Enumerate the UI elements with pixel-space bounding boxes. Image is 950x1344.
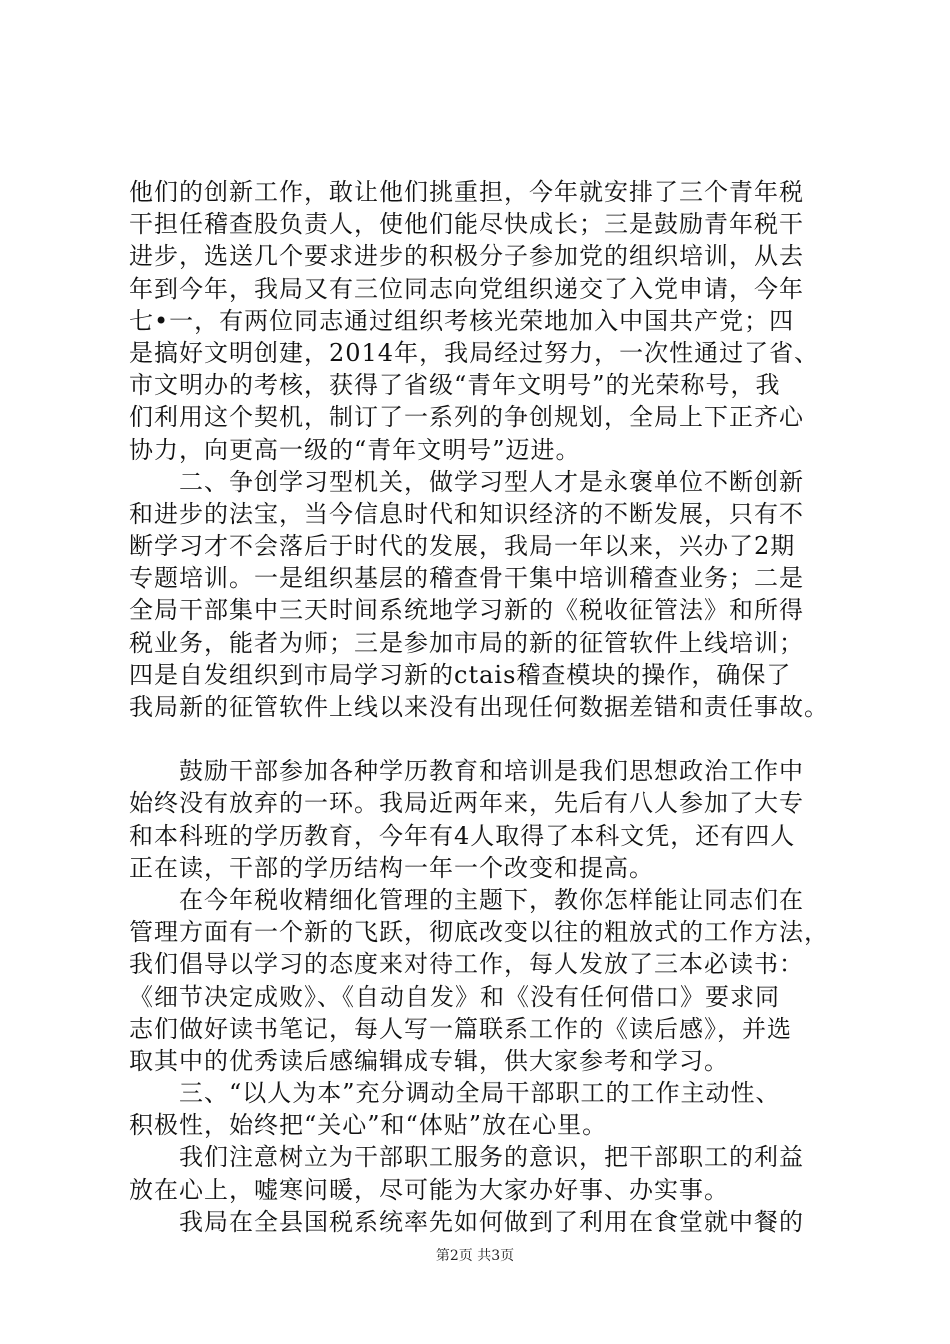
text-line: 年到今年，我局又有三位同志向党组织递交了入党申请，今年 xyxy=(129,274,804,303)
paragraph-gap xyxy=(129,723,829,755)
text-line: 他们的创新工作，敢让他们挑重担，今年就安排了三个青年税 xyxy=(129,178,804,206)
text-line: 鼓励干部参加各种学历教育和培训是我们思想政治工作中 xyxy=(129,757,804,786)
text-line: 放在心上，嘘寒问暖，尽可能为大家办好事、办实事。 xyxy=(129,1175,729,1204)
text-line: 在今年税收精细化管理的主题下，教你怎样能让同志们在 xyxy=(129,885,804,914)
text-line: 我们注意树立为干部职工服务的意识，把干部职工的利益 xyxy=(129,1143,804,1172)
text-line: 和进步的法宝，当今信息时代和知识经济的不断发展，只有不 xyxy=(129,499,804,528)
text-line: 我们倡导以学习的态度来对待工作，每人发放了三本必读书： xyxy=(129,950,804,979)
text-line: 进步，选送几个要求进步的积极分子参加党的组织培训，从去 xyxy=(129,242,804,271)
document-body xyxy=(129,176,829,1238)
text-line: 取其中的优秀读后感编辑成专辑，供大家参考和学习。 xyxy=(129,1046,729,1075)
text-line: 四是自发组织到市局学习新的ctais稽查模块的操作，确保了 xyxy=(129,660,792,689)
text-line: 们利用这个契机，制订了一系列的争创规划，全局上下正齐心 xyxy=(129,403,804,432)
text-line: 志们做好读书笔记，每人写一篇联系工作的《读后感》，并选 xyxy=(129,1014,792,1043)
text-block-2 xyxy=(129,755,829,1238)
text-line: 市文明办的考核，获得了省级“青年文明号”的光荣称号，我 xyxy=(129,371,781,400)
text-line: 干担任稽查股负责人，使他们能尽快成长；三是鼓励青年税干 xyxy=(129,210,804,239)
text-line: 积极性，始终把“关心”和“体贴”放在心里。 xyxy=(129,1111,608,1140)
text-line: 税业务，能者为师；三是参加市局的新的征管软件上线培训； xyxy=(129,628,804,657)
text-line: 三、“以人为本”充分调动全局干部职工的工作主动性、 xyxy=(129,1079,781,1108)
text-line: 七•一，有两位同志通过组织考核光荣地加入中国共产党；四 xyxy=(129,306,795,335)
text-line: 专题培训。一是组织基层的稽查骨干集中培训稽查业务；二是 xyxy=(129,564,804,593)
page-footer: 第2页 共3页 xyxy=(435,1248,515,1264)
text-line: 我局在全县国税系统率先如何做到了利用在食堂就中餐的 xyxy=(129,1207,804,1236)
text-line: 管理方面有一个新的飞跃，彻底改变以往的粗放式的工作方法， xyxy=(129,918,829,947)
text-line: 是搞好文明创建，2014年，我局经过努力，一次性通过了省、 xyxy=(129,338,820,367)
text-block-1 xyxy=(129,176,829,723)
text-line: 始终没有放弃的一环。我局近两年来，先后有八人参加了大专 xyxy=(129,789,804,818)
text-line: 《细节决定成败》、《自动自发》和《没有任何借口》要求同 xyxy=(129,982,780,1011)
text-line: 二、争创学习型机关，做学习型人才是永褒单位不断创新 xyxy=(129,467,804,496)
text-line: 和本科班的学历教育，今年有4人取得了本科文凭，还有四人 xyxy=(129,821,796,850)
text-line: 我局新的征管软件上线以来没有出现任何数据差错和责任事故。 xyxy=(129,693,829,721)
text-line: 断学习才不会落后于时代的发展，我局一年以来，兴办了2期 xyxy=(129,532,796,561)
text-line: 全局干部集中三天时间系统地学习新的《税收征管法》和所得 xyxy=(129,596,804,625)
text-line: 正在读，干部的学历结构一年一个改变和提高。 xyxy=(129,853,654,882)
text-line: 协力，向更高一级的“青年文明号”迈进。 xyxy=(129,435,581,464)
